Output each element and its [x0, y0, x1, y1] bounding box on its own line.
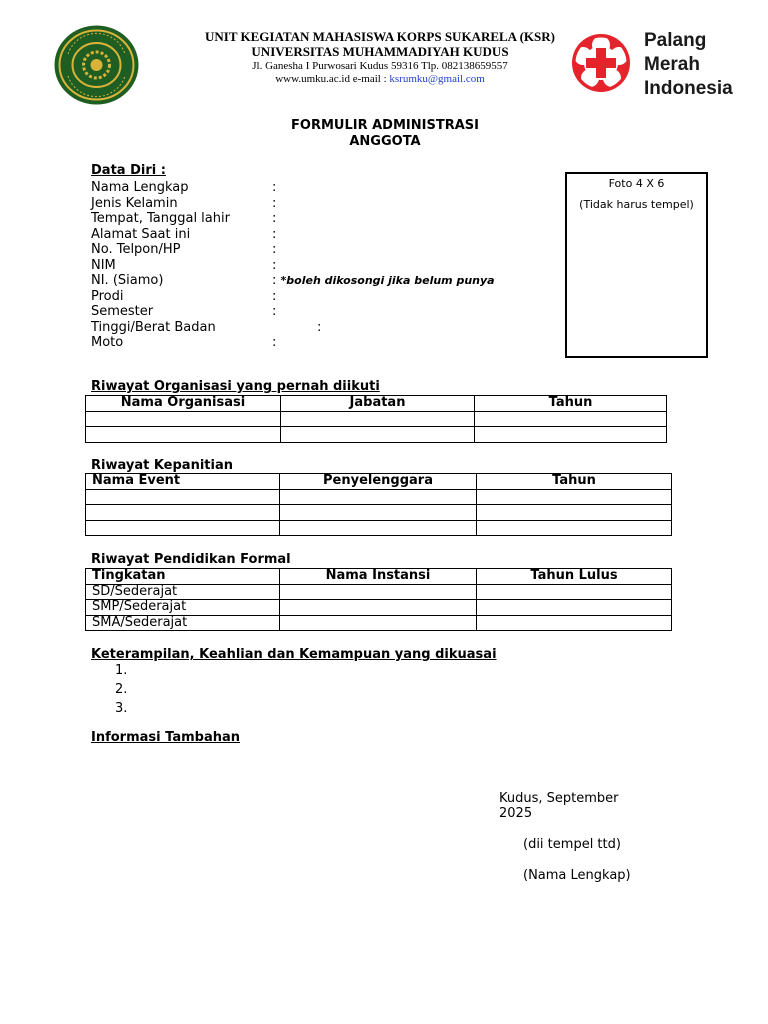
colon: : — [272, 335, 277, 350]
table-header-row — [86, 474, 672, 490]
university-seal-logo — [53, 24, 140, 106]
header-unit-name: UNIT KEGIATAN MAHASISWA KORPS SUKARELA (KSR) — [205, 29, 555, 44]
level-cell: SD/Sederajat — [86, 584, 280, 600]
organisasi-heading: Riwayat Organisasi yang pernah diikuti — [91, 379, 380, 394]
table-row — [86, 615, 672, 631]
level-cell: SMP/Sederajat — [86, 600, 280, 616]
form-title-line-1: FORMULIR ADMINISTRASI — [291, 118, 479, 133]
field-prodi: Prodi — [91, 288, 124, 304]
table-row — [86, 505, 672, 521]
keterampilan-heading: Keterampilan, Keahlian dan Kemampuan yang dikuasai — [91, 647, 497, 662]
kepanitian-table — [85, 473, 672, 536]
table-header-row — [86, 396, 667, 412]
pendidikan-heading: Riwayat Pendidikan Formal — [91, 552, 291, 567]
colon: : — [272, 304, 277, 319]
column-header: Nama Event — [86, 474, 280, 490]
column-header: Penyelenggara — [280, 474, 477, 490]
field-ni-siamo: NI. (Siamo) — [91, 273, 164, 288]
colon: : — [272, 226, 277, 242]
field-tempat-tanggal-lahir: Tempat, Tanggal lahir — [91, 211, 230, 226]
form-title — [230, 118, 540, 150]
header-address: Jl. Ganesha I Purwosari Kudus 59316 Tlp. 082138659557 — [252, 60, 508, 72]
form-title-line-2: ANGGOTA — [349, 134, 421, 149]
column-header: Tahun — [475, 396, 667, 412]
signature-ttd: (dii tempel ttd) — [523, 837, 621, 852]
colon: : — [272, 257, 277, 273]
field-tinggi-berat: Tinggi/Berat Badan — [91, 319, 216, 335]
signature-year: 2025 — [499, 806, 533, 821]
list-item: 3. — [115, 701, 128, 716]
table-row — [86, 489, 672, 505]
column-header: Nama Instansi — [280, 569, 477, 585]
field-telpon: No. Telpon/HP — [91, 242, 181, 257]
colon: : — [272, 180, 277, 195]
field-jenis-kelamin: Jenis Kelamin — [91, 195, 178, 211]
column-header: Nama Organisasi — [86, 396, 281, 412]
field-moto: Moto — [91, 335, 124, 350]
field-semester: Semester — [91, 304, 154, 319]
table-row — [86, 520, 672, 536]
siamo-note: *boleh dikosongi jika belum punya — [280, 274, 495, 287]
colon: : — [272, 211, 277, 226]
header-contact — [130, 73, 630, 85]
column-header: Tahun Lulus — [477, 569, 672, 585]
pendidikan-table — [85, 568, 672, 631]
email-link[interactable]: ksrumku@gmail.com — [389, 73, 485, 85]
table-header-row — [86, 569, 672, 585]
data-diri-heading: Data Diri : — [91, 163, 166, 178]
colon: : — [317, 319, 322, 335]
pmi-line-3: Indonesia — [644, 78, 733, 99]
signature-place-date: Kudus, September — [499, 791, 619, 806]
field-alamat: Alamat Saat ini — [91, 226, 191, 242]
header-website: www.umku.ac.id e-mail : — [275, 73, 390, 85]
colon: : — [272, 242, 277, 257]
table-row — [86, 427, 667, 443]
list-item: 1. — [115, 663, 128, 678]
colon: : — [272, 195, 277, 211]
column-header: Tingkatan — [86, 569, 280, 585]
table-row — [86, 411, 667, 427]
colon-with-note: : *boleh dikosongi jika belum punya — [272, 273, 495, 288]
pmi-logo-text — [644, 29, 733, 101]
table-row — [86, 600, 672, 616]
signature-name: (Nama Lengkap) — [523, 868, 631, 883]
column-header: Jabatan — [281, 396, 475, 412]
colon: : — [272, 288, 277, 304]
level-cell: SMA/Sederajat — [86, 615, 280, 631]
kepanitian-heading: Riwayat Kepanitian — [91, 458, 233, 473]
field-nim: NIM — [91, 257, 116, 273]
field-nama-lengkap: Nama Lengkap — [91, 180, 189, 195]
column-header: Tahun — [477, 474, 672, 490]
pmi-line-1: Palang — [644, 30, 707, 51]
informasi-heading: Informasi Tambahan — [91, 730, 240, 745]
table-row — [86, 584, 672, 600]
list-item: 2. — [115, 682, 128, 697]
red-cross-logo-icon — [570, 32, 632, 94]
keterampilan-list — [115, 661, 127, 718]
photo-size-label: Foto 4 X 6 — [608, 177, 665, 190]
organisasi-table — [85, 395, 667, 443]
photo-box — [565, 172, 708, 358]
pmi-line-2: Merah — [644, 54, 700, 75]
header-university-name: UNIVERSITAS MUHAMMADIYAH KUDUS — [251, 44, 509, 59]
photo-note: (Tidak harus tempel) — [579, 198, 694, 211]
